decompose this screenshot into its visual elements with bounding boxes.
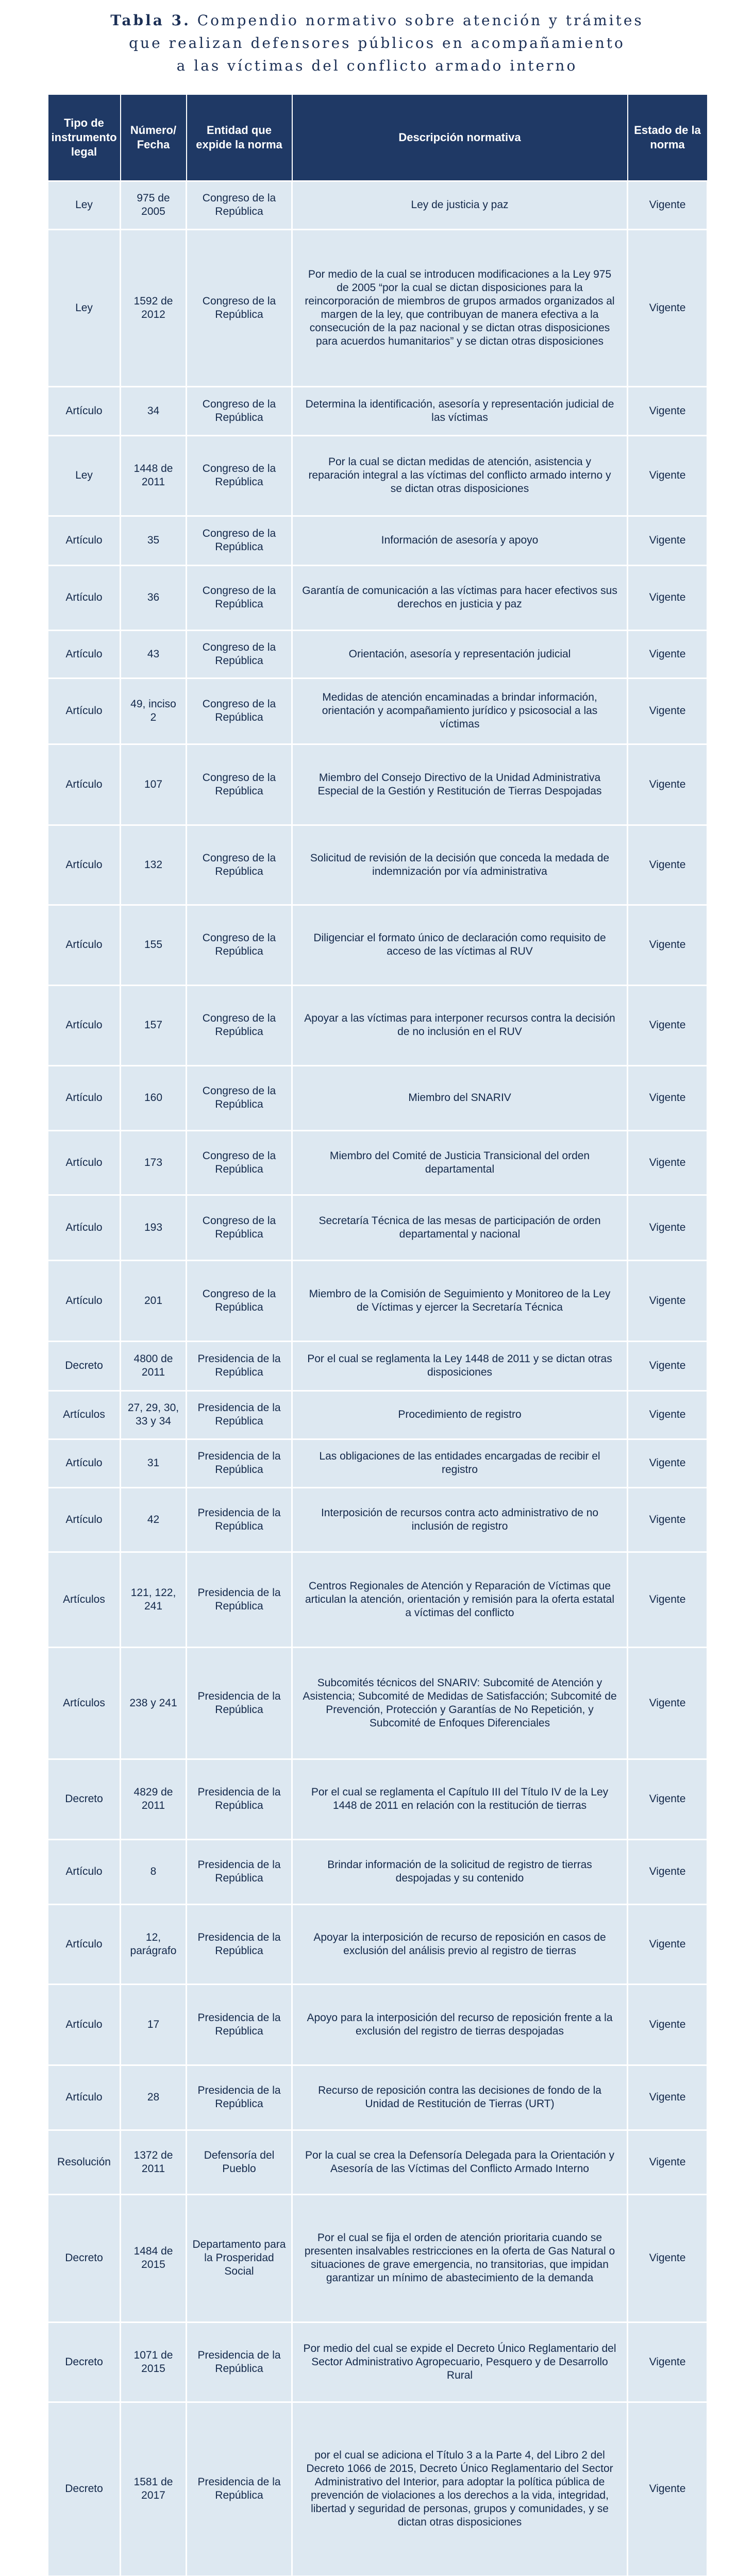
table-row [48, 744, 708, 825]
cell-status: Vigente [628, 386, 708, 435]
cell-status: Vigente [628, 1065, 708, 1130]
title-line-2: que realizan defensores públicos en acompañamiento [129, 35, 625, 52]
cell-issuing-entity: Congreso de la República [187, 630, 292, 678]
normative-table [47, 94, 708, 2576]
table-row [48, 2402, 708, 2576]
cell-number-date: 201 [121, 1260, 187, 1341]
cell-instrument-type: Artículo [48, 1839, 121, 1904]
table-row [48, 1065, 708, 1130]
cell-status: Vigente [628, 2194, 708, 2322]
cell-issuing-entity: Congreso de la República [187, 1260, 292, 1341]
cell-instrument-type: Artículo [48, 744, 121, 825]
cell-issuing-entity: Presidencia de la República [187, 2402, 292, 2576]
table-row [48, 985, 708, 1065]
cell-instrument-type: Artículo [48, 516, 121, 565]
table-label: Tabla 3. [110, 12, 191, 29]
header-number-date: Número/ Fecha [121, 94, 187, 181]
cell-number-date: 173 [121, 1130, 187, 1195]
cell-number-date: 107 [121, 744, 187, 825]
cell-number-date: 36 [121, 565, 187, 630]
cell-description: Secretaría Técnica de las mesas de participación de orden departamental y nacional [292, 1195, 628, 1260]
cell-issuing-entity: Congreso de la República [187, 1130, 292, 1195]
cell-description: Ley de justicia y paz [292, 181, 628, 229]
cell-number-date: 975 de 2005 [121, 181, 187, 229]
table-row [48, 2130, 708, 2194]
cell-instrument-type: Ley [48, 435, 121, 516]
cell-number-date: 8 [121, 1839, 187, 1904]
cell-description: Por medio de la cual se introducen modificaciones a la Ley 975 de 2005 “por la cual se dictan disposiciones para la reincorporación de miembros de grupos armados organizados al margen de la ley, que contribuyan de manera efectiva a la consecución de la paz nacional y se dictan otras disposiciones para acuerdos humanitarios” y se dictan otras disposiciones [292, 229, 628, 386]
cell-status: Vigente [628, 2402, 708, 2576]
cell-issuing-entity: Presidencia de la República [187, 1647, 292, 1759]
cell-description: Miembro de la Comisión de Seguimiento y Monitoreo de la Ley de Víctimas y ejercer la Secretaría Técnica [292, 1260, 628, 1341]
cell-status: Vigente [628, 229, 708, 386]
table-row [48, 1904, 708, 1984]
cell-number-date: 193 [121, 1195, 187, 1260]
cell-status: Vigente [628, 630, 708, 678]
cell-number-date: 12, parágrafo [121, 1904, 187, 1984]
cell-instrument-type: Artículo [48, 630, 121, 678]
header-description: Descripción normativa [292, 94, 628, 181]
cell-instrument-type: Artículo [48, 1439, 121, 1487]
cell-status: Vigente [628, 825, 708, 905]
cell-issuing-entity: Presidencia de la República [187, 2322, 292, 2402]
cell-issuing-entity: Congreso de la República [187, 229, 292, 386]
cell-status: Vigente [628, 1759, 708, 1839]
cell-description: Apoyar a las víctimas para interponer recursos contra la decisión de no inclusión en el RUV [292, 985, 628, 1065]
cell-description: Garantía de comunicación a las víctimas para hacer efectivos sus derechos en justicia y paz [292, 565, 628, 630]
cell-instrument-type: Artículo [48, 1904, 121, 1984]
cell-issuing-entity: Congreso de la República [187, 386, 292, 435]
cell-issuing-entity: Congreso de la República [187, 985, 292, 1065]
table-row [48, 1984, 708, 2065]
cell-number-date: 157 [121, 985, 187, 1065]
cell-status: Vigente [628, 1552, 708, 1647]
cell-instrument-type: Artículo [48, 1130, 121, 1195]
table-row [48, 1260, 708, 1341]
cell-status: Vigente [628, 1195, 708, 1260]
cell-instrument-type: Resolución [48, 2130, 121, 2194]
cell-status: Vigente [628, 516, 708, 565]
cell-status: Vigente [628, 181, 708, 229]
cell-issuing-entity: Presidencia de la República [187, 1341, 292, 1391]
cell-description: Medidas de atención encaminadas a brindar información, orientación y acompañamiento jurídico y psicosocial a las víctimas [292, 678, 628, 744]
cell-status: Vigente [628, 2065, 708, 2130]
cell-number-date: 27, 29, 30, 33 y 34 [121, 1391, 187, 1439]
cell-status: Vigente [628, 1130, 708, 1195]
cell-description: Por la cual se crea la Defensoría Delegada para la Orientación y Asesoría de las Víctimas del Conflicto Armado Interno [292, 2130, 628, 2194]
cell-number-date: 4829 de 2011 [121, 1759, 187, 1839]
cell-description: Miembro del Consejo Directivo de la Unidad Administrativa Especial de la Gestión y Restitución de Tierras Despojadas [292, 744, 628, 825]
cell-description: Brindar información de la solicitud de registro de tierras despojadas y su contenido [292, 1839, 628, 1904]
cell-instrument-type: Artículo [48, 1195, 121, 1260]
cell-status: Vigente [628, 1647, 708, 1759]
cell-number-date: 4800 de 2011 [121, 1341, 187, 1391]
cell-instrument-type: Artículos [48, 1647, 121, 1759]
header-instrument-type: Tipo de instrumento legal [48, 94, 121, 181]
cell-issuing-entity: Departamento para la Prosperidad Social [187, 2194, 292, 2322]
cell-status: Vigente [628, 1260, 708, 1341]
cell-description: Las obligaciones de las entidades encargadas de recibir el registro [292, 1439, 628, 1487]
table-row [48, 1341, 708, 1391]
cell-issuing-entity: Congreso de la República [187, 181, 292, 229]
cell-description: Por el cual se fija el orden de atención prioritaria cuando se presenten insalvables restricciones en la oferta de Gas Natural o situaciones de grave emergencia, no transitorias, que impidan garantizar un mínimo de abastecimiento de la demanda [292, 2194, 628, 2322]
cell-number-date: 49, inciso 2 [121, 678, 187, 744]
cell-description: Por medio del cual se expide el Decreto Único Reglamentario del Sector Administrativo Agropecuario, Pesquero y de Desarrollo Rural [292, 2322, 628, 2402]
table-row [48, 435, 708, 516]
cell-instrument-type: Artículos [48, 1391, 121, 1439]
cell-status: Vigente [628, 985, 708, 1065]
cell-issuing-entity: Congreso de la República [187, 1195, 292, 1260]
table-row [48, 2322, 708, 2402]
cell-instrument-type: Artículo [48, 386, 121, 435]
cell-status: Vigente [628, 435, 708, 516]
table-row [48, 181, 708, 229]
table-row [48, 1439, 708, 1487]
cell-number-date: 17 [121, 1984, 187, 2065]
table-row [48, 565, 708, 630]
table-row [48, 516, 708, 565]
cell-number-date: 28 [121, 2065, 187, 2130]
cell-issuing-entity: Presidencia de la República [187, 1439, 292, 1487]
cell-description: Procedimiento de registro [292, 1391, 628, 1439]
cell-description: Subcomités técnicos del SNARIV: Subcomité de Atención y Asistencia; Subcomité de Medidas de Satisfacción; Subcomité de Prevención, Protección y Garantías de No Repetición, y Subcomité de Enfoques Diferenciales [292, 1647, 628, 1759]
cell-issuing-entity: Presidencia de la República [187, 1984, 292, 2065]
table-row [48, 229, 708, 386]
cell-instrument-type: Decreto [48, 1759, 121, 1839]
table-row [48, 1647, 708, 1759]
cell-description: Recurso de reposición contra las decisiones de fondo de la Unidad de Restitución de Tierras (URT) [292, 2065, 628, 2130]
cell-status: Vigente [628, 905, 708, 985]
table-row [48, 1552, 708, 1647]
cell-description: Solicitud de revisión de la decisión que conceda la medada de indemnización por vía administrativa [292, 825, 628, 905]
cell-instrument-type: Artículo [48, 678, 121, 744]
cell-instrument-type: Artículo [48, 1065, 121, 1130]
cell-number-date: 34 [121, 386, 187, 435]
cell-number-date: 31 [121, 1439, 187, 1487]
table-row [48, 1195, 708, 1260]
cell-instrument-type: Artículo [48, 1984, 121, 2065]
cell-description: Por el cual se reglamenta el Capítulo III del Título IV de la Ley 1448 de 2011 en relación con la restitución de tierras [292, 1759, 628, 1839]
cell-description: Orientación, asesoría y representación judicial [292, 630, 628, 678]
header-issuing-entity: Entidad que expide la norma [187, 94, 292, 181]
cell-instrument-type: Artículo [48, 565, 121, 630]
cell-status: Vigente [628, 678, 708, 744]
cell-issuing-entity: Presidencia de la República [187, 2065, 292, 2130]
cell-description: Apoyo para la interposición del recurso de reposición frente a la exclusión del registro de tierras despojadas [292, 1984, 628, 2065]
cell-status: Vigente [628, 1391, 708, 1439]
cell-issuing-entity: Presidencia de la República [187, 1904, 292, 1984]
table-title [0, 9, 754, 77]
cell-issuing-entity: Congreso de la República [187, 565, 292, 630]
cell-number-date: 238 y 241 [121, 1647, 187, 1759]
cell-number-date: 155 [121, 905, 187, 985]
cell-status: Vigente [628, 2322, 708, 2402]
cell-instrument-type: Artículo [48, 985, 121, 1065]
cell-status: Vigente [628, 565, 708, 630]
cell-instrument-type: Decreto [48, 2194, 121, 2322]
cell-description: Diligenciar el formato único de declaración como requisito de acceso de las víctimas al RUV [292, 905, 628, 985]
table-row [48, 630, 708, 678]
cell-instrument-type: Artículo [48, 1260, 121, 1341]
title-line-1: Compendio normativo sobre atención y trámites [197, 12, 644, 29]
cell-instrument-type: Artículo [48, 825, 121, 905]
cell-number-date: 1592 de 2012 [121, 229, 187, 386]
cell-number-date: 1581 de 2017 [121, 2402, 187, 2576]
cell-instrument-type: Artículo [48, 1487, 121, 1552]
cell-issuing-entity: Congreso de la República [187, 905, 292, 985]
title-line-3: a las víctimas del conflicto armado interno [176, 57, 578, 74]
table-row [48, 1130, 708, 1195]
cell-status: Vigente [628, 1984, 708, 2065]
table-row [48, 678, 708, 744]
cell-issuing-entity: Presidencia de la República [187, 1552, 292, 1647]
table-row [48, 1391, 708, 1439]
cell-number-date: 1448 de 2011 [121, 435, 187, 516]
cell-issuing-entity: Presidencia de la República [187, 1391, 292, 1439]
table-header-row [48, 94, 708, 181]
cell-number-date: 43 [121, 630, 187, 678]
cell-description: Por la cual se dictan medidas de atención, asistencia y reparación integral a las víctimas del conflicto armado interno y se dictan otras disposiciones [292, 435, 628, 516]
cell-instrument-type: Ley [48, 229, 121, 386]
cell-number-date: 121, 122, 241 [121, 1552, 187, 1647]
cell-description: Centros Regionales de Atención y Reparación de Víctimas que articulan la atención, orientación y remisión para la oferta estatal a víctimas del conflicto [292, 1552, 628, 1647]
cell-number-date: 1372 de 2011 [121, 2130, 187, 2194]
cell-description: por el cual se adiciona el Título 3 a la Parte 4, del Libro 2 del Decreto 1066 de 2015, Decreto Único Reglamentario del Sector Administrativo del Interior, para adoptar la política pública de prevención de violaciones a los derechos a la vida, integridad, libertad y seguridad de personas, grupos y comunidades, y se dictan otras disposiciones [292, 2402, 628, 2576]
cell-status: Vigente [628, 744, 708, 825]
table-row [48, 2194, 708, 2322]
cell-number-date: 160 [121, 1065, 187, 1130]
cell-description: Por el cual se reglamenta la Ley 1448 de 2011 y se dictan otras disposiciones [292, 1341, 628, 1391]
cell-description: Interposición de recursos contra acto administrativo de no inclusión de registro [292, 1487, 628, 1552]
table-row [48, 825, 708, 905]
cell-status: Vigente [628, 1904, 708, 1984]
cell-instrument-type: Decreto [48, 1341, 121, 1391]
header-status: Estado de la norma [628, 94, 708, 181]
cell-description: Apoyar la interposición de recurso de reposición en casos de exclusión del análisis previo al registro de tierras [292, 1904, 628, 1984]
cell-status: Vigente [628, 1439, 708, 1487]
cell-status: Vigente [628, 1341, 708, 1391]
cell-instrument-type: Decreto [48, 2402, 121, 2576]
table-row [48, 1487, 708, 1552]
cell-issuing-entity: Presidencia de la República [187, 1759, 292, 1839]
cell-number-date: 1071 de 2015 [121, 2322, 187, 2402]
table-row [48, 1839, 708, 1904]
cell-issuing-entity: Defensoría del Pueblo [187, 2130, 292, 2194]
cell-description: Miembro del Comité de Justicia Transicional del orden departamental [292, 1130, 628, 1195]
cell-status: Vigente [628, 1487, 708, 1552]
cell-issuing-entity: Congreso de la República [187, 1065, 292, 1130]
cell-issuing-entity: Congreso de la República [187, 825, 292, 905]
cell-instrument-type: Artículo [48, 905, 121, 985]
table-row [48, 2065, 708, 2130]
cell-description: Miembro del SNARIV [292, 1065, 628, 1130]
cell-instrument-type: Ley [48, 181, 121, 229]
cell-issuing-entity: Presidencia de la República [187, 1839, 292, 1904]
cell-instrument-type: Artículo [48, 2065, 121, 2130]
cell-number-date: 132 [121, 825, 187, 905]
cell-issuing-entity: Presidencia de la República [187, 1487, 292, 1552]
cell-number-date: 42 [121, 1487, 187, 1552]
cell-status: Vigente [628, 1839, 708, 1904]
cell-issuing-entity: Congreso de la República [187, 678, 292, 744]
cell-number-date: 35 [121, 516, 187, 565]
table-row [48, 1759, 708, 1839]
cell-issuing-entity: Congreso de la República [187, 435, 292, 516]
cell-issuing-entity: Congreso de la República [187, 516, 292, 565]
cell-instrument-type: Artículos [48, 1552, 121, 1647]
cell-status: Vigente [628, 2130, 708, 2194]
cell-description: Determina la identificación, asesoría y representación judicial de las víctimas [292, 386, 628, 435]
cell-issuing-entity: Congreso de la República [187, 744, 292, 825]
table-row [48, 905, 708, 985]
cell-number-date: 1484 de 2015 [121, 2194, 187, 2322]
cell-instrument-type: Decreto [48, 2322, 121, 2402]
cell-description: Información de asesoría y apoyo [292, 516, 628, 565]
table-row [48, 386, 708, 435]
